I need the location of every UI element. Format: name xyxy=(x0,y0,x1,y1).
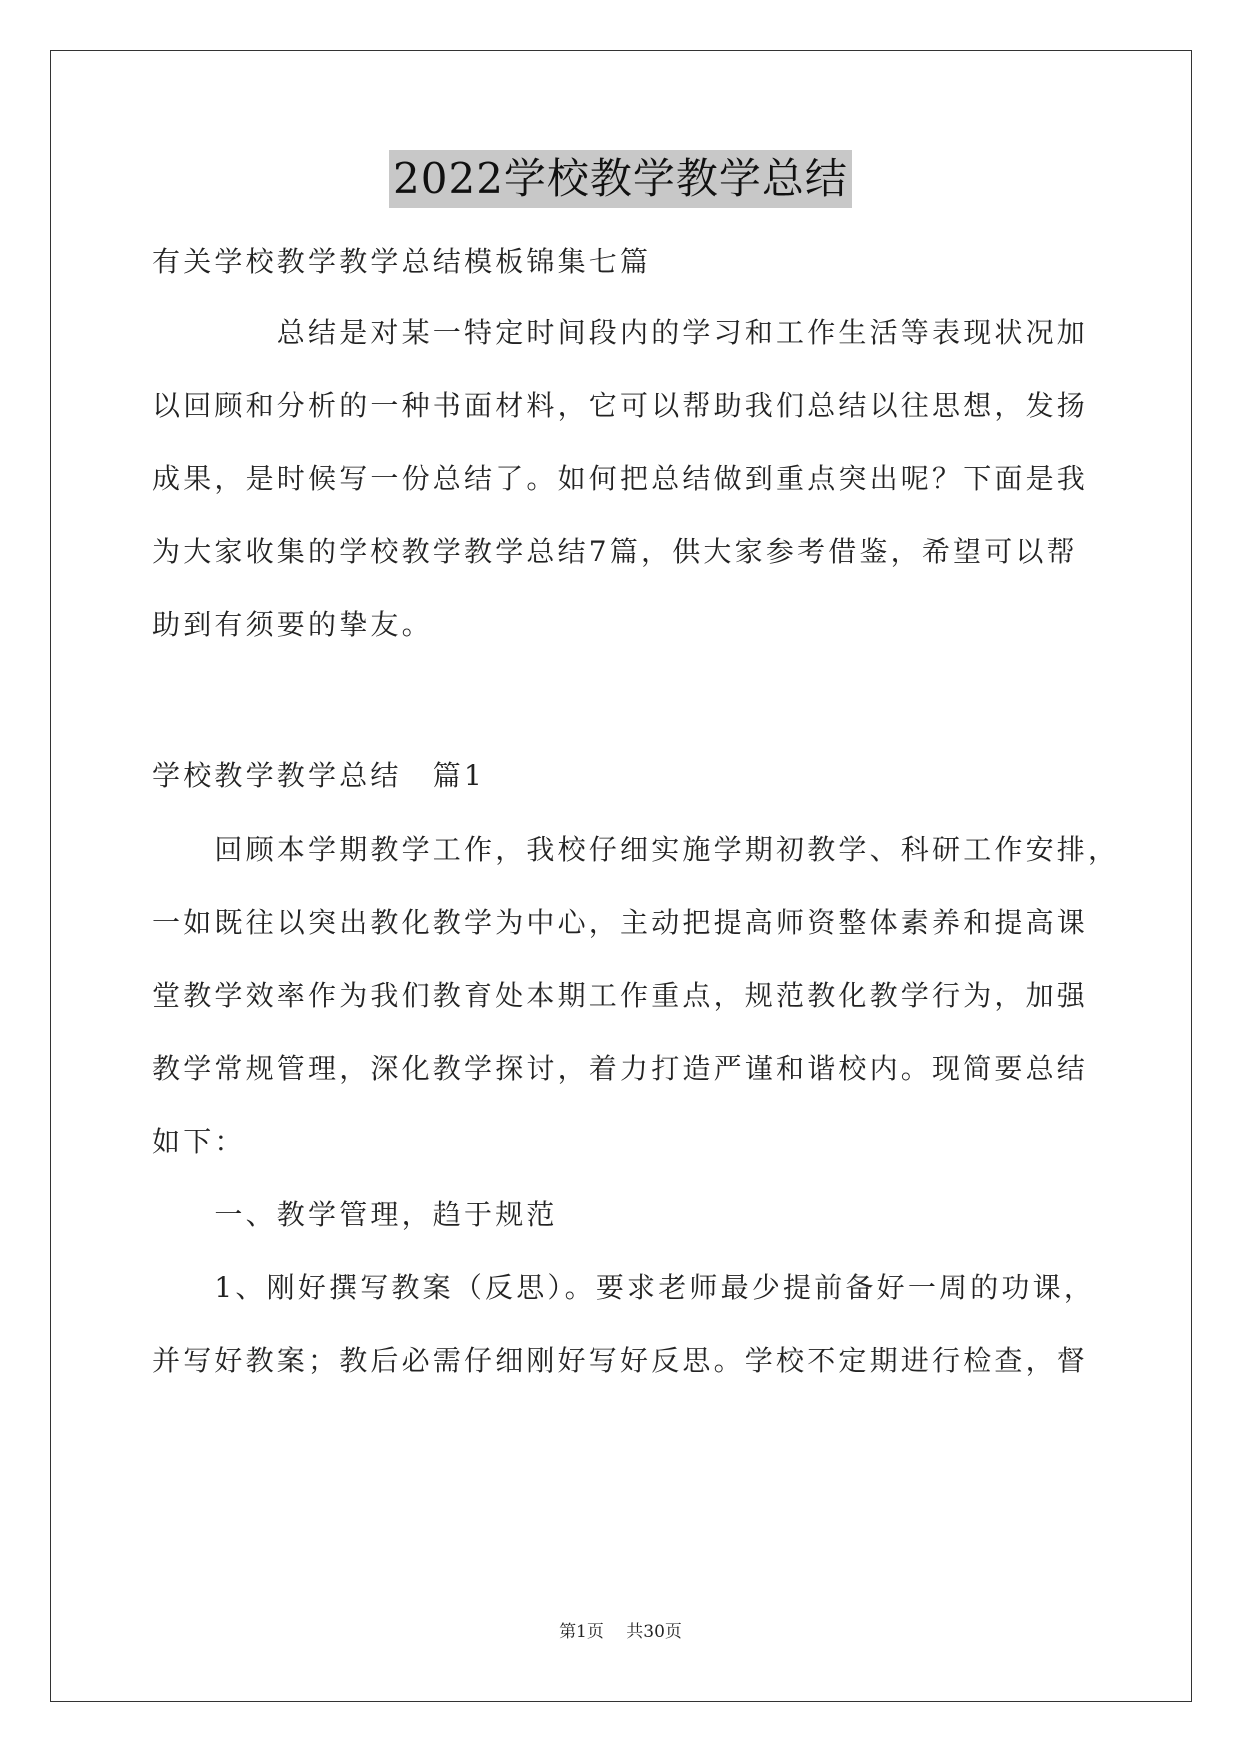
page-number: 第1页 共30页 xyxy=(559,1622,682,1642)
body-line: 回顾本学期教学工作，我校仔细实施学期初教学、科研工作安排， xyxy=(152,833,1120,866)
body-line: 并写好教案；教后必需仔细刚好写好反思。学校不定期进行检查，督 xyxy=(152,1344,1089,1377)
body-line: 一如既往以突出教化教学为中心，主动把提高师资整体素养和提高课 xyxy=(152,906,1089,939)
intro-line: 以回顾和分析的一种书面材料，它可以帮助我们总结以往思想，发扬 xyxy=(152,389,1089,422)
section-heading: 学校教学教学总结 篇1 xyxy=(152,759,486,792)
intro-line: 总结是对某一特定时间段内的学习和工作生活等表现状况加 xyxy=(152,316,1089,349)
document-subtitle: 有关学校教学教学总结模板锦集七篇 xyxy=(152,245,652,278)
body-line: 1、刚好撰写教案（反思）。要求老师最少提前备好一周的功课， xyxy=(152,1271,1096,1304)
document-title: 2022学校教学教学总结 xyxy=(389,150,852,208)
intro-line: 助到有须要的挚友。 xyxy=(152,608,433,641)
body-line: 如下： xyxy=(152,1125,246,1158)
title-block xyxy=(0,150,1241,208)
page-border xyxy=(50,50,1192,1702)
intro-line: 成果，是时候写一份总结了。如何把总结做到重点突出呢？下面是我 xyxy=(152,462,1089,495)
body-line: 教学常规管理，深化教学探讨，着力打造严谨和谐校内。现简要总结 xyxy=(152,1052,1089,1085)
intro-line: 为大家收集的学校教学教学总结7篇，供大家参考借鉴，希望可以帮 xyxy=(152,535,1078,568)
body-line: 一、教学管理，趋于规范 xyxy=(152,1198,558,1231)
body-line: 堂教学效率作为我们教育处本期工作重点，规范教化教学行为，加强 xyxy=(152,979,1089,1012)
